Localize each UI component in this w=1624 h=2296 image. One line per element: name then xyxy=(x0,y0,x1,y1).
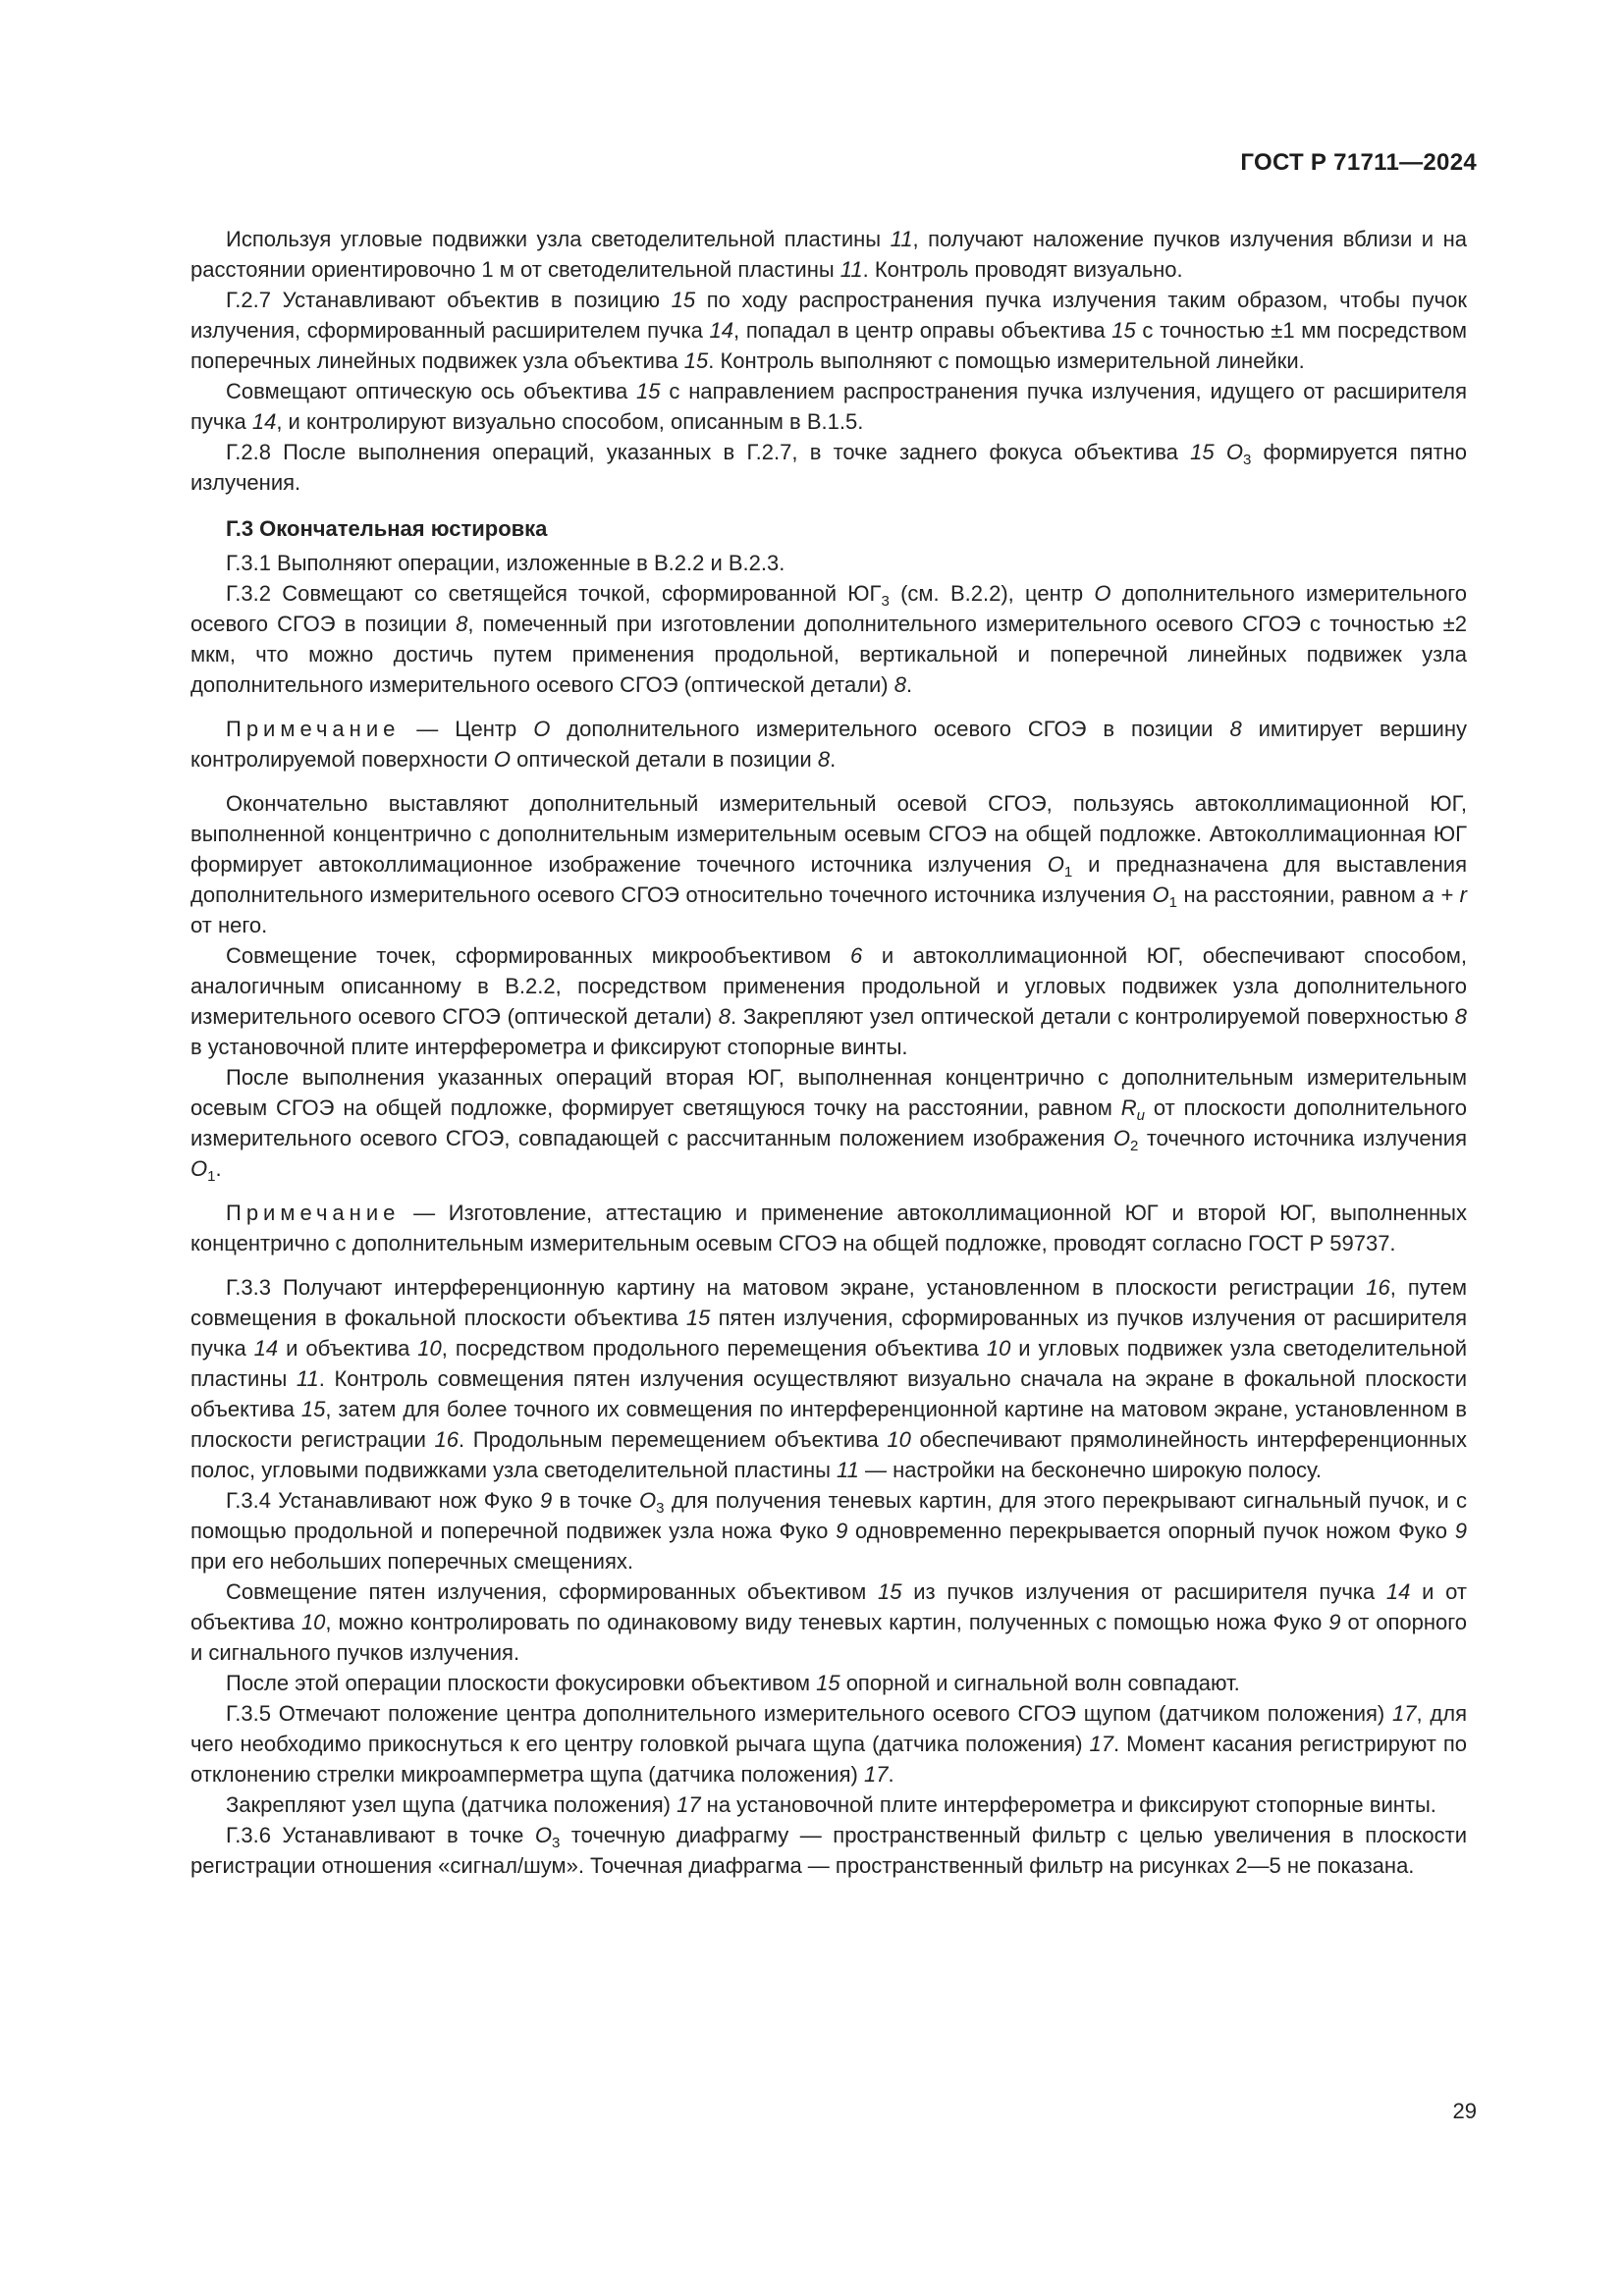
note-label: Примечание xyxy=(226,717,401,741)
paragraph: Г.2.7 Устанавливают объектив в позицию 15 по ходу распространения пучка излучения таким образом, чтобы пучок излучения, сформированный расширителем пучка 14, попадал в центр оправы объектива 15 с точностью ±1 мм посредством поперечных линейных подвижек узла объектива 15. Контроль выполняют с помощью измерительной линейки. xyxy=(190,288,1467,373)
note: Примечание — Центр O дополнительного измерительного осевого СГОЭ в позиции 8 имитирует вершину контролируемой поверхности O оптической детали в позиции 8. xyxy=(190,717,1467,772)
paragraph: Совмещение пятен излучения, сформированных объективом 15 из пучков излучения от расширителя пучка 14 и от объектива 10, можно контролировать по одинаковому виду теневых картин, полученных с помощью ножа Фуко 9 от опорного и сигнального пучков излучения. xyxy=(190,1579,1467,1665)
paragraph: Г.3.2 Совмещают со светящейся точкой, сформированной $ЮГ_3$ (см. В.2.2), центр O дополнительного измерительного осевого СГОЭ в позиции 8, помеченный при изготовлении дополнительного измерительного осевого СГОЭ с точностью ±2 мкм, что можно достичь путем применения продольной, вертикальной и поперечной линейных подвижек узла дополнительного измерительного осевого СГОЭ (оптической детали) 8. xyxy=(190,581,1467,697)
paragraph: Закрепляют узел щупа (датчика положения) 17 на установочной плите интерферометра и фиксируют стопорные винты. xyxy=(226,1792,1436,1817)
paragraph: Г.3.1 Выполняют операции, изложенные в В.2.2 и В.2.3. xyxy=(226,551,785,575)
section-heading: Г.3 Окончательная юстировка xyxy=(226,516,548,541)
paragraph: Г.3.3 Получают интерференционную картину на матовом экране, установленном в плоскости регистрации 16, путем совмещения в фокальной плоскости объектива 15 пятен излучения, сформированных из пучков излучения от расширителя пучка 14 и объектива 10, посредством продольного перемещения объектива 10 и угловых подвижек узла светоделительной пластины 11. Контроль совмещения пятен излучения осуществляют визуально сначала на экране в фокальной плоскости объектива 15, затем для более точного их совмещения по интерференционной картине на матовом экране, установленном в плоскости регистрации 16. Продольным перемещением объектива 10 обеспечивают прямолинейность интерференционных полос, угловыми подвижками узла светоделительной пластины 11 — настройки на бесконечно широкую полосу. xyxy=(190,1275,1468,1482)
paragraph: После выполнения указанных операций вторая ЮГ, выполненная концентрично с дополнительным измерительным осевым СГОЭ на общей подложке, формирует светящуюся точку на расстоянии, равном $R_u$ от плоскости дополнительного измерительного осевого СГОЭ, совпадающей с рассчитанным положением изображения $O_2$ точечного источника излучения $O_1$. xyxy=(190,1065,1468,1185)
document-header: ГОСТ Р 71711—2024 xyxy=(1240,149,1477,176)
paragraph: Совмещают оптическую ось объектива 15 с направлением распространения пучка излучения, идущего от расширителя пучка 14, и контролируют визуально способом, описанным в В.1.5. xyxy=(190,379,1467,434)
document-body xyxy=(190,224,1467,1881)
note: Примечание — Изготовление, аттестацию и применение автоколлимационной ЮГ и второй ЮГ, выполненных концентрично с дополнительным измерительным осевым СГОЭ на общей подложке, проводят согласно ГОСТ Р 59737. xyxy=(190,1201,1467,1255)
paragraph: Г.3.6 Устанавливают в точке $O_3$ точечную диафрагму — пространственный фильтр с целью увеличения в плоскости регистрации отношения «сигнал/шум». Точечная диафрагма — пространственный фильтр на рисунках 2—5 не показана. xyxy=(190,1823,1467,1878)
paragraph: Г.3.5 Отмечают положение центра дополнительного измерительного осевого СГОЭ щупом (датчиком положения) 17, для чего необходимо прикоснуться к его центру головкой рычага щупа (датчика положения) 17. Момент касания регистрируют по отклонению стрелки микроамперметра щупа (датчика положения) 17. xyxy=(190,1701,1467,1787)
paragraph: Используя угловые подвижки узла светоделительной пластины 11, получают наложение пучков излучения вблизи и на расстоянии ориентировочно 1 м от светоделительной пластины 11. Контроль проводят визуально. xyxy=(190,227,1467,282)
page-number: 29 xyxy=(1452,2099,1477,2123)
paragraph: Г.2.8 После выполнения операций, указанных в Г.2.7, в точке заднего фокуса объектива 15 $O_3$ формируется пятно излучения. xyxy=(190,440,1467,495)
paragraph: После этой операции плоскости фокусировки объективом 15 опорной и сигнальной волн совпадают. xyxy=(226,1671,1240,1695)
paragraph: Окончательно выставляют дополнительный измерительный осевой СГОЭ, пользуясь автоколлимационной ЮГ, выполненной концентрично с дополнительным измерительным осевым СГОЭ на общей подложке. Автоколлимационная ЮГ формирует автоколлимационное изображение точечного источника излучения $O_1$ и предназначена для выставления дополнительного измерительного осевого СГОЭ относительно точечного источника излучения $O_1$ на расстоянии, равном a + r от него. xyxy=(190,791,1467,937)
note-label: Примечание xyxy=(226,1201,401,1225)
paragraph: Совмещение точек, сформированных микрообъективом 6 и автоколлимационной ЮГ, обеспечивают способом, аналогичным описанному в В.2.2, посредством применения продольной и угловых подвижек узла дополнительного измерительного осевого СГОЭ (оптической детали) 8. Закрепляют узел оптической детали с контролируемой поверхностью 8 в установочной плите интерферометра и фиксируют стопорные винты. xyxy=(190,943,1468,1059)
paragraph: Г.3.4 Устанавливают нож Фуко 9 в точке $O_3$ для получения теневых картин, для этого перекрывают сигнальный пучок, и с помощью продольной и поперечной подвижек узла ножа Фуко 9 одновременно перекрывается опорный пучок ножом Фуко 9 при его небольших поперечных смещениях. xyxy=(190,1488,1467,1574)
